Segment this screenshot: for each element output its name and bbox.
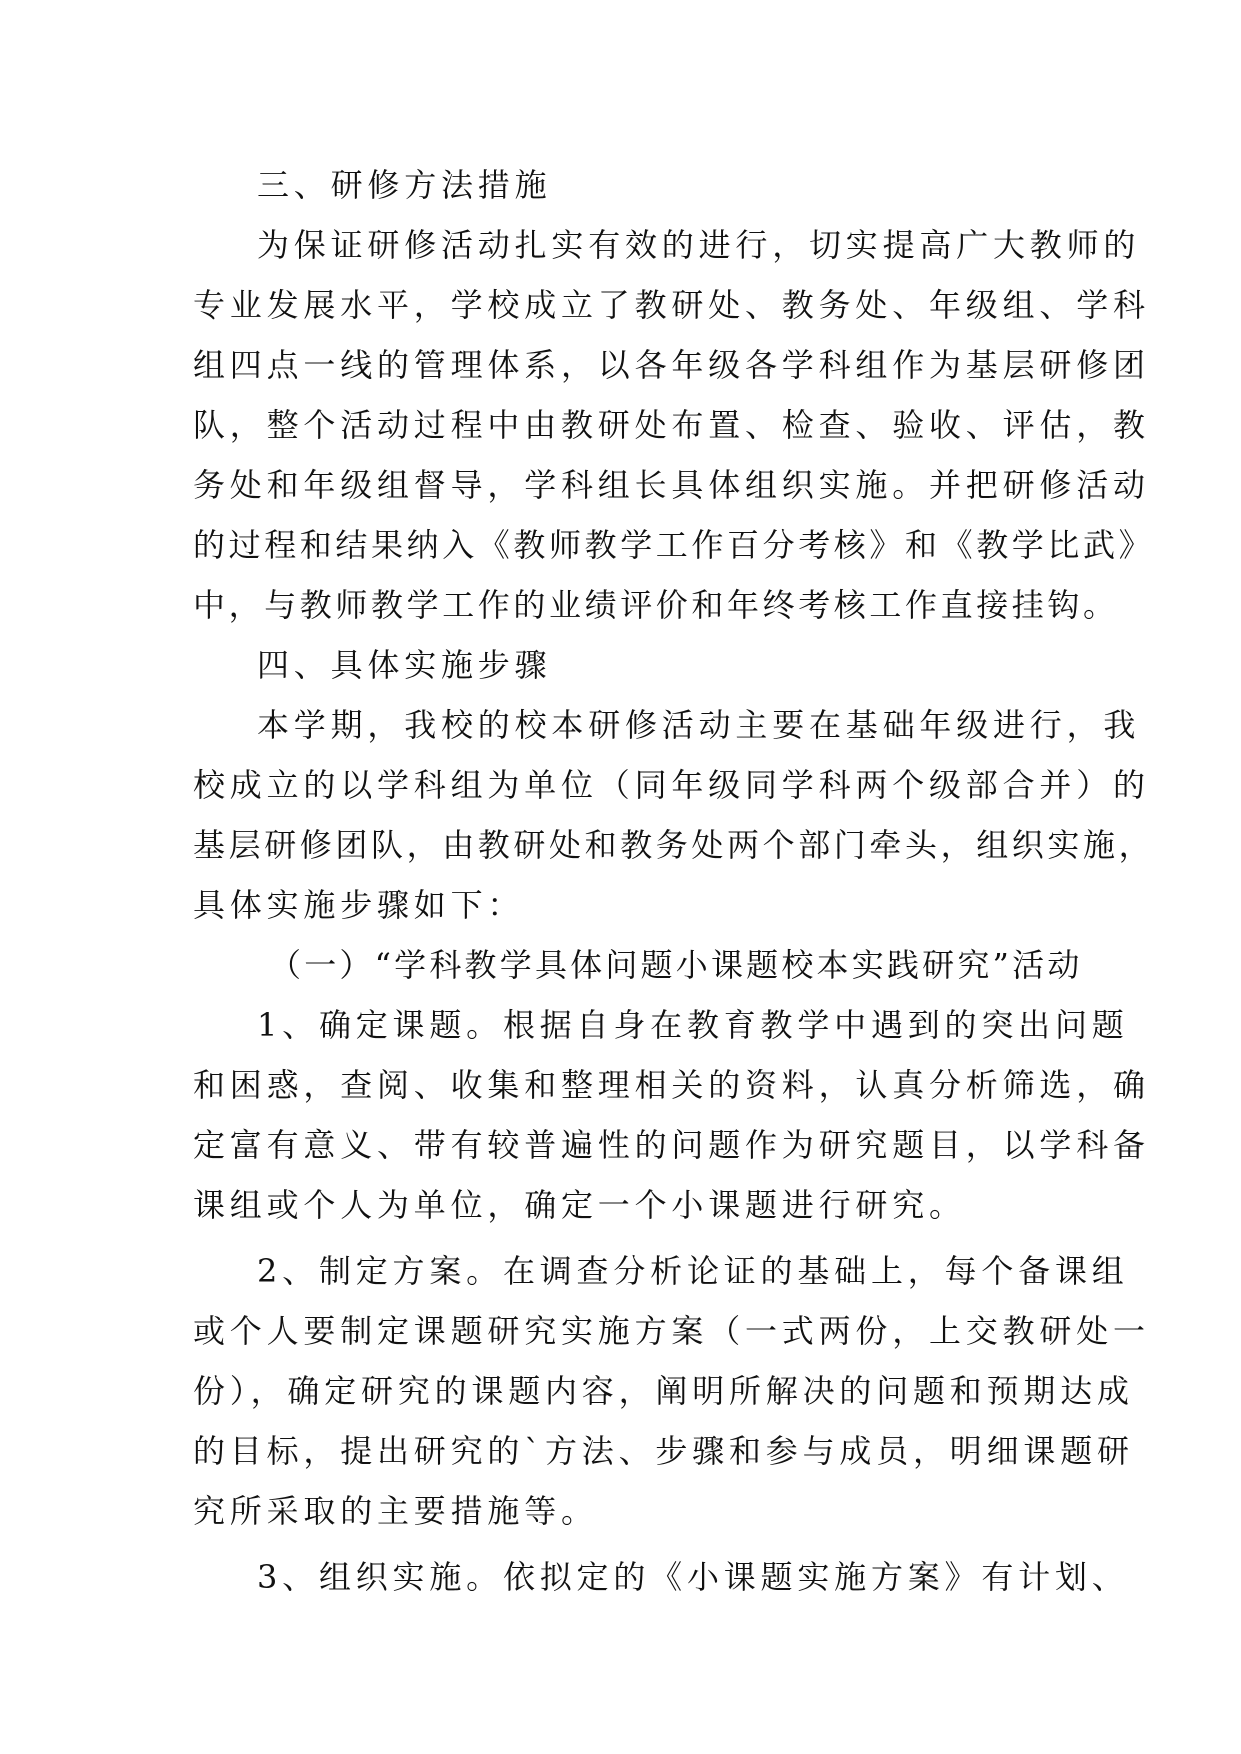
- paragraph-line: 为保证研修活动扎实有效的进行，切实提高广大教师的: [257, 226, 1141, 264]
- paragraph-line: 定富有意义、带有较普遍性的问题作为研究题目，以学科备: [193, 1126, 1150, 1164]
- paragraph-line: 的目标，提出研究的`方法、步骤和参与成员，明细课题研: [193, 1432, 1134, 1470]
- paragraph-line: 1、确定课题。根据自身在教育教学中遇到的突出问题: [257, 1006, 1129, 1044]
- paragraph-line: 专业发展水平，学校成立了教研处、教务处、年级组、学科: [193, 286, 1150, 324]
- paragraph-line: 和困惑，查阅、收集和整理相关的资料，认真分析筛选，确: [193, 1066, 1150, 1104]
- paragraph-line: 份），确定研究的课题内容，阐明所解决的问题和预期达成: [193, 1372, 1134, 1410]
- paragraph-line: 组四点一线的管理体系，以各年级各学科组作为基层研修团: [193, 346, 1150, 384]
- paragraph-line: 课组或个人为单位，确定一个小课题进行研究。: [193, 1186, 966, 1224]
- paragraph-line: 本学期，我校的校本研修活动主要在基础年级进行，我: [257, 706, 1141, 744]
- paragraph-line: 校成立的以学科组为单位（同年级同学科两个级部合并）的: [193, 766, 1150, 804]
- paragraph-line: 的过程和结果纳入《教师教学工作百分考核》和《教学比武》: [193, 526, 1155, 564]
- paragraph-line: 2、制定方案。在调查分析论证的基础上，每个备课组: [257, 1252, 1129, 1290]
- paragraph-line: 究所采取的主要措施等。: [193, 1492, 598, 1530]
- section-heading-steps: 四、具体实施步骤: [257, 646, 552, 684]
- paragraph-line: 具体实施步骤如下：: [193, 886, 525, 924]
- paragraph-line: 务处和年级组督导，学科组长具体组织实施。并把研修活动: [193, 466, 1150, 504]
- paragraph-line: 3、组织实施。依拟定的《小课题实施方案》有计划、: [257, 1558, 1129, 1596]
- paragraph-line: 基层研修团队，由教研处和教务处两个部门牵头，组织实施，: [193, 826, 1155, 864]
- section-heading-methods: 三、研修方法措施: [257, 166, 552, 204]
- paragraph-line: 队，整个活动过程中由教研处布置、检查、验收、评估，教: [193, 406, 1150, 444]
- paragraph-line: 中，与教师教学工作的业绩评价和年终考核工作直接挂钩。: [193, 586, 1119, 624]
- paragraph-line: 或个人要制定课题研究实施方案（一式两份，上交教研处一: [193, 1312, 1150, 1350]
- document-body: [193, 155, 1155, 1607]
- subsection-heading: （一）“学科教学具体问题小课题校本实践研究”活动: [269, 946, 1083, 984]
